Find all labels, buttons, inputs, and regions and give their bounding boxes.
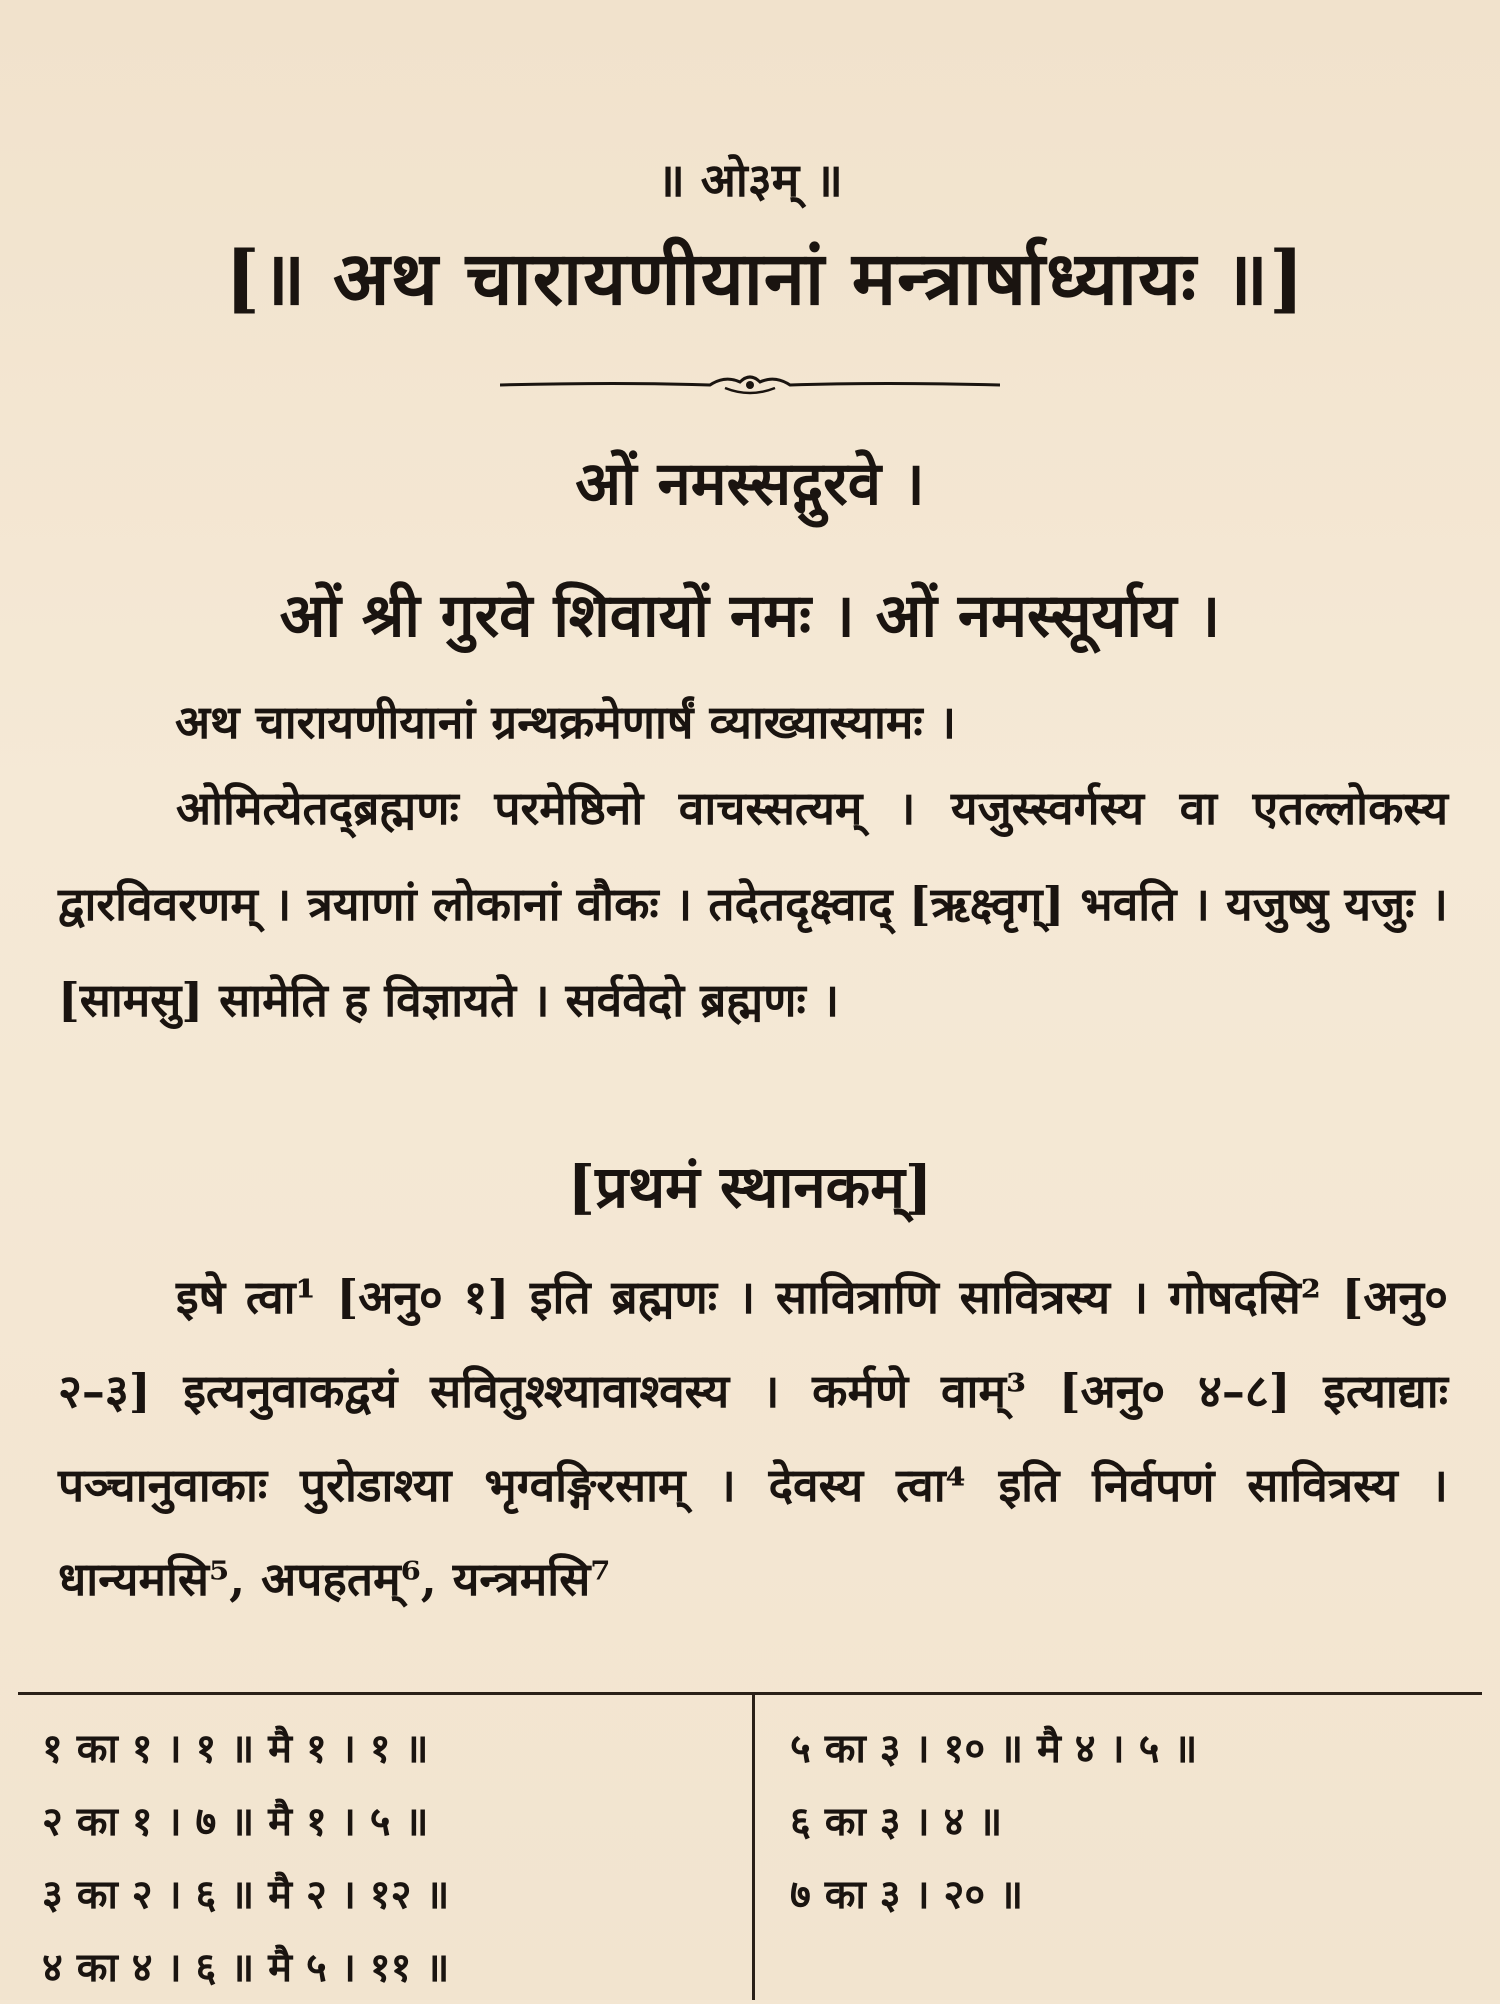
paragraph-1: ओमित्येतद्ब्रह्मणः परमेष्ठिनो वाचस्सत्यम् । यजुस्स्वर्गस्य वा एतल्लोकस्य द्वारविवरणम् । त्रयाणां लोकानां वौकः । तदेतदृक्ष्वाद् [ऋक्ष्वृग्] भवति । यजुष्षु यजुः । [सामसु] सामेति ह विज्ञायते । सर्ववेदो ब्रह्मणः । — [58, 781, 1448, 1027]
footnote-item: १ का १ । १ ॥ मै १ । १ ॥ — [42, 1725, 429, 1772]
footnote-item: २ का १ । ७ ॥ मै १ । ५ ॥ — [42, 1798, 429, 1845]
intro-line: अथ चारायणीयानां ग्रन्थक्रमेणार्षं व्याख्यास्यामः । — [175, 695, 957, 749]
om-heading: ॥ ओ३म् ॥ — [657, 153, 843, 207]
footnote-item: ३ का २ । ६ ॥ मै २ । १२ ॥ — [42, 1871, 450, 1918]
section-title: [प्रथमं स्थानकम्] — [567, 1153, 933, 1221]
invocation-line-1: ओं नमस्सद्गुरवे । — [575, 449, 925, 519]
footnotes-left-column — [42, 1712, 722, 2004]
footnote-item: ५ का ३ । १० ॥ मै ४ । ५ ॥ — [790, 1725, 1198, 1772]
footnote-item: ६ का ३ । ४ ॥ — [790, 1798, 1003, 1845]
footnote-rule — [18, 1692, 1482, 1695]
paragraph-2: इषे त्वा¹ [अनु० १] इति ब्रह्मणः । सावित्राणि सावित्रस्य । गोषदसि² [अनु० २–३] इत्यनुवाकद्वयं सवितुश्श्यावाश्वस्य । कर्मणे वाम्³ [अनु० ४–८] इत्याद्याः पञ्चानुवाकाः पुरोडाश्या भृग्वङ्गिरसाम् । देवस्य त्वा⁴ इति निर्वपणं सावित्रस्य । धान्यमसि⁵, अपहतम्⁶, यन्त्रमसि⁷ — [58, 1270, 1448, 1606]
footnote-item: ७ का ३ । २० ॥ — [790, 1871, 1024, 1918]
footnotes-right-column — [790, 1712, 1470, 1931]
invocation-line-2: ओं श्री गुरवे शिवायों नमः । ओं नमस्सूर्याय । — [279, 581, 1221, 651]
ornament-divider — [500, 370, 1000, 400]
footnote-item: ४ का ४ । ६ ॥ मै ५ । ११ ॥ — [42, 1944, 450, 1991]
footnote-column-divider — [752, 1695, 755, 2000]
chapter-title: [॥ अथ चारायणीयानां मन्त्रार्षाध्यायः ॥] — [224, 236, 1306, 322]
